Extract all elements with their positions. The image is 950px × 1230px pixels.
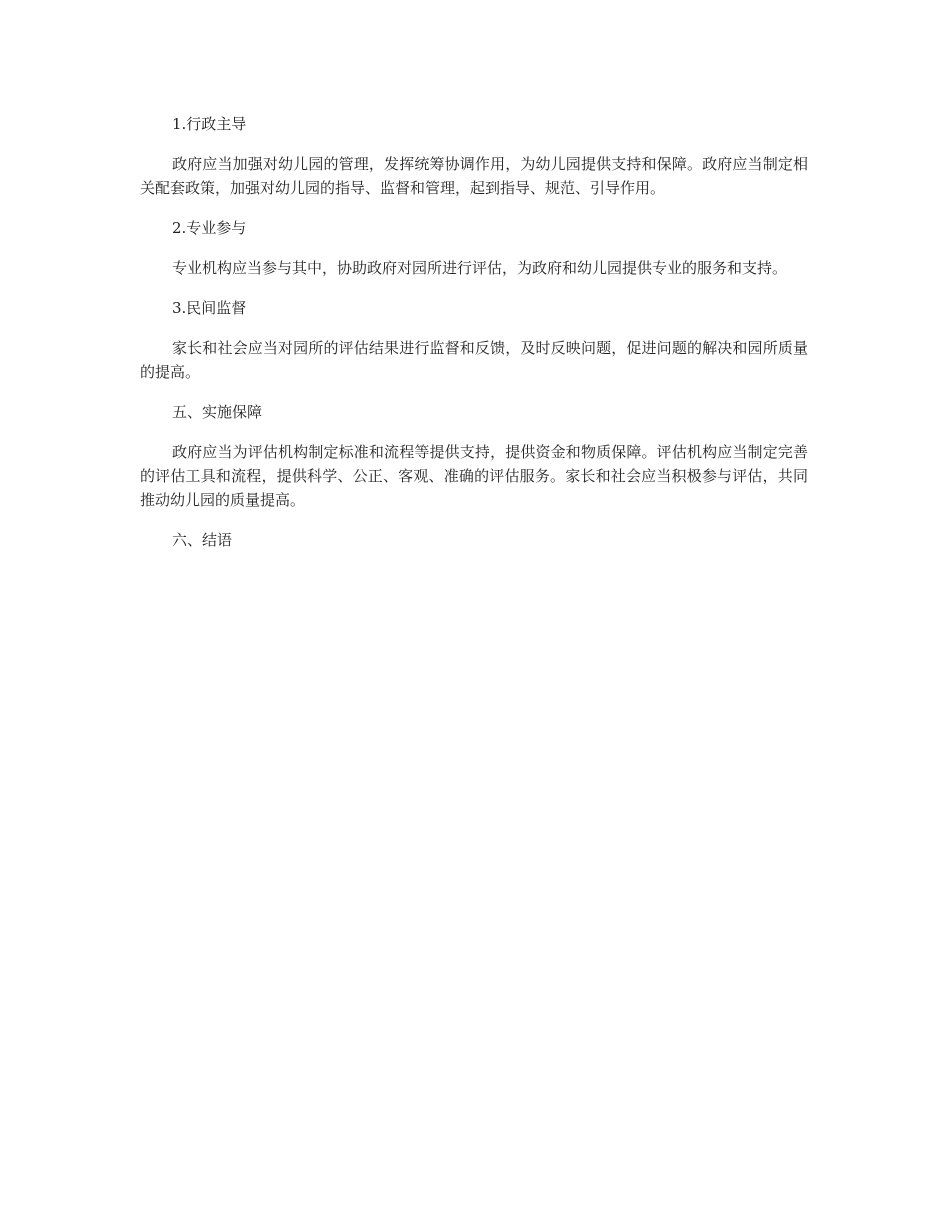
section-heading-public-supervision: 3.民间监督 — [172, 299, 247, 317]
section-heading-administrative-lead: 1.行政主导 — [172, 115, 247, 133]
section-heading-professional-participation: 2.专业参与 — [172, 219, 247, 237]
section-heading-implementation-guarantee: 五、实施保障 — [172, 403, 263, 421]
section-paragraph-public-supervision: 家长和社会应当对园所的评估结果进行监督和反馈，及时反映问题，促进问题的解决和园所质量的提高。 — [140, 339, 808, 381]
section-paragraph-administrative-lead: 政府应当加强对幼儿园的管理，发挥统筹协调作用，为幼儿园提供支持和保障。政府应当制定相关配套政策，加强对幼儿园的指导、监督和管理，起到指导、规范、引导作用。 — [140, 155, 808, 197]
document-body — [140, 112, 808, 568]
section-paragraph-implementation-guarantee: 政府应当为评估机构制定标准和流程等提供支持，提供资金和物质保障。评估机构应当制定完善的评估工具和流程，提供科学、公正、客观、准确的评估服务。家长和社会应当积极参与评估，共同推动幼儿园的质量提高。 — [140, 443, 808, 509]
section-paragraph-professional-participation: 专业机构应当参与其中，协助政府对园所进行评估，为政府和幼儿园提供专业的服务和支持。 — [172, 259, 788, 277]
section-heading-conclusion: 六、结语 — [172, 531, 233, 549]
